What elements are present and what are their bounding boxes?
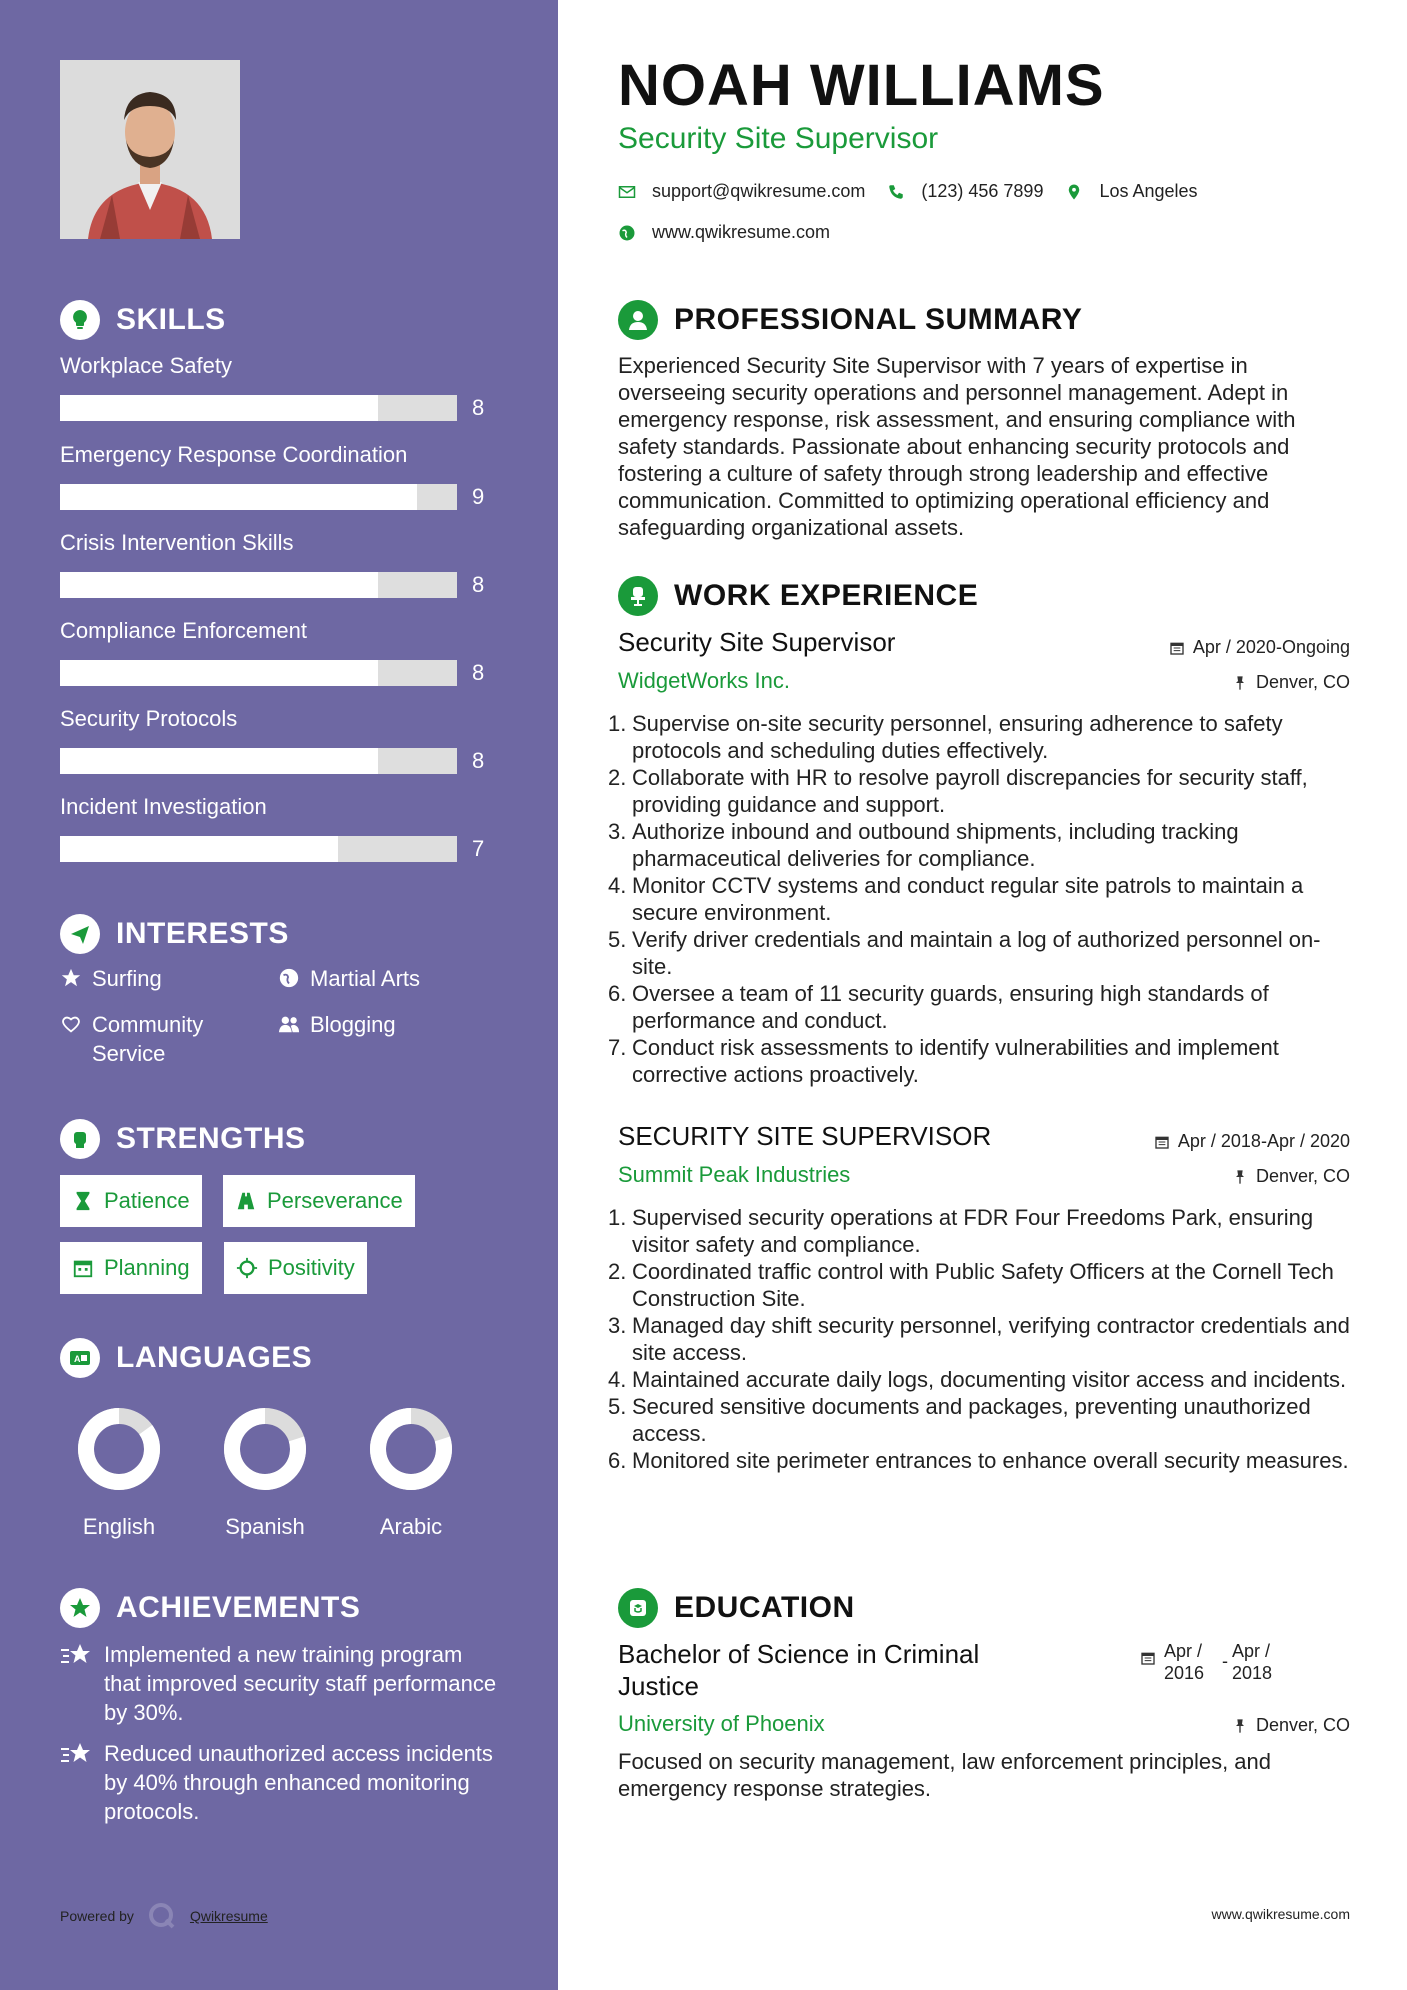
skill-level: 7: [472, 836, 485, 861]
degree-title: Bachelor of Science in Criminal Justice: [618, 1639, 980, 1701]
interest-label: Community Service: [92, 1012, 204, 1066]
duty-item: 5. Secured sensitive documents and packages, preventing unauthorized access.: [608, 1394, 1311, 1446]
lightbulb-icon: [60, 300, 100, 340]
pushpin-icon: [1232, 1718, 1248, 1734]
language-gauge: [76, 1406, 162, 1492]
contact-location: Los Angeles: [1065, 181, 1197, 202]
strength-label: Patience: [104, 1188, 190, 1213]
skill-name: Crisis Intervention Skills: [60, 530, 294, 555]
duty-item: 4. Maintained accurate daily logs, documenting visitor access and incidents.: [608, 1367, 1347, 1392]
education-description: Focused on security management, law enforcement principles, and emergency response strategies.: [618, 1749, 1272, 1801]
skill-bar: [60, 836, 457, 862]
translate-icon: [60, 1338, 100, 1378]
pushpin-icon: [1232, 675, 1248, 691]
achievements-title: ACHIEVEMENTS: [60, 1588, 360, 1628]
language-name: Spanish: [225, 1514, 305, 1539]
skill-bar: [60, 395, 457, 421]
skill-bar-fill: [60, 484, 417, 510]
strength-label: Positivity: [268, 1255, 355, 1280]
skill-bar: [60, 484, 457, 510]
skill-name: Security Protocols: [60, 706, 238, 731]
skill-name: Incident Investigation: [60, 794, 267, 819]
interest-item: [278, 964, 420, 993]
achievement-item: [60, 1739, 500, 1826]
strength-badge: [223, 1175, 415, 1227]
job-date: Apr / 2018-Apr / 2020: [1154, 1131, 1350, 1152]
star-burst-icon: [60, 1741, 92, 1769]
phone-icon: [887, 183, 905, 201]
contact-phone[interactable]: (123) 456 7899: [887, 181, 1043, 202]
job-duties: [608, 710, 1358, 1088]
skill-item: [60, 528, 500, 598]
duty-item: 4. Monitor CCTV systems and conduct regular site patrols to maintain a secure environment.: [608, 873, 1304, 925]
sun-icon: [236, 1257, 258, 1279]
achievement-text: Implemented a new training program that improved security staff performance by 30%.: [104, 1642, 497, 1725]
job-title: SECURITY SITE SUPERVISOR: [618, 1121, 992, 1151]
calendar-icon: [1154, 1134, 1170, 1150]
award-star-icon: [60, 1588, 100, 1628]
contact-website[interactable]: www.qwikresume.com: [618, 222, 830, 243]
skill-level: 9: [472, 484, 485, 509]
skill-bar: [60, 572, 457, 598]
duty-item: 5. Verify driver credentials and maintain a log of authorized personnel on-site.: [608, 927, 1321, 979]
skill-bar-fill: [60, 572, 378, 598]
interests-title: INTERESTS: [60, 914, 289, 954]
fist-icon: [60, 1119, 100, 1159]
contact-row: [618, 222, 852, 243]
powered-by: [60, 1902, 268, 1930]
strength-badge: [224, 1242, 367, 1294]
language-name: English: [82, 1514, 156, 1539]
skill-bar-fill: [60, 395, 378, 421]
education-location: Denver, CO: [1232, 1715, 1350, 1736]
heart-outline-icon: [60, 1013, 82, 1035]
skill-item: [60, 616, 500, 686]
skill-bar: [60, 660, 457, 686]
company-name: Summit Peak Industries: [618, 1162, 851, 1187]
interest-label: Martial Arts: [310, 966, 421, 991]
education-date-end: Apr / 2018: [1232, 1641, 1273, 1683]
user-icon: [618, 300, 658, 340]
education-date: [1140, 1640, 1282, 1684]
strength-label: Perseverance: [267, 1188, 403, 1213]
road-icon: [235, 1190, 257, 1212]
skill-level: 8: [472, 572, 485, 597]
summary-title: PROFESSIONAL SUMMARY: [618, 300, 1082, 340]
strength-label: Planning: [104, 1255, 190, 1280]
duty-item: 7. Conduct risk assessments to identify vulnerabilities and implement corrective actions proactively.: [608, 1035, 1279, 1087]
map-pin-icon: [1065, 183, 1083, 201]
skill-level: 8: [472, 395, 485, 420]
skill-item: [60, 440, 500, 510]
paper-plane-icon: [60, 914, 100, 954]
duty-item: 3. Authorize inbound and outbound shipments, including tracking pharmaceutical deliveries for compliance.: [608, 819, 1239, 871]
profile-photo: [60, 60, 240, 239]
duty-item: 6. Oversee a team of 11 security guards, ensuring high standards of performance and conduct.: [608, 981, 1269, 1033]
skill-name: Emergency Response Coordination: [60, 442, 408, 467]
interest-item: [60, 1010, 230, 1068]
skill-bar-fill: [60, 660, 378, 686]
pushpin-icon: [1232, 1169, 1248, 1185]
language-gauge: [222, 1406, 308, 1492]
interest-label: Surfing: [92, 966, 162, 991]
skill-bar-fill: [60, 748, 378, 774]
candidate-name: NOAH WILLIAMS: [618, 53, 1105, 118]
interest-item: [278, 1010, 396, 1039]
job-location: Denver, CO: [1232, 672, 1350, 693]
users-icon: [278, 1013, 300, 1035]
briefcase-chair-icon: [618, 576, 658, 616]
job-duties: [608, 1204, 1358, 1474]
achievement-item: [60, 1640, 500, 1727]
skill-level: 8: [472, 660, 485, 685]
language-name: Arabic: [379, 1514, 443, 1539]
skills-title: SKILLS: [60, 300, 226, 340]
skill-bar-fill: [60, 836, 338, 862]
skill-item: [60, 792, 500, 862]
skill-name: Workplace Safety: [60, 353, 233, 378]
footer-url[interactable]: www.qwikresume.com: [1211, 1906, 1350, 1922]
language-gauge: [368, 1406, 454, 1492]
school-name: University of Phoenix: [618, 1711, 825, 1736]
job-date: Apr / 2020-Ongoing: [1169, 637, 1350, 658]
globe-icon: [618, 224, 636, 242]
experience-title: WORK EXPERIENCE: [618, 576, 978, 616]
company-name: WidgetWorks Inc.: [618, 668, 790, 693]
star-icon: [60, 967, 82, 989]
language-item: [64, 1406, 174, 1540]
skill-name: Compliance Enforcement: [60, 618, 308, 643]
strength-badge: [60, 1242, 202, 1294]
skill-bar: [60, 748, 457, 774]
duty-item: 1. Supervise on-site security personnel, ensuring adherence to safety protocols and scheduling duties effectively.: [608, 711, 1283, 763]
skill-item: [60, 351, 500, 421]
duty-item: 6. Monitored site perimeter entrances to enhance overall security measures.: [608, 1448, 1349, 1473]
interest-item: [60, 964, 162, 993]
interest-label: Blogging: [310, 1012, 396, 1037]
strengths-title: STRENGTHS: [60, 1119, 306, 1159]
globe-icon: [278, 967, 300, 989]
graduation-icon: [618, 1588, 658, 1628]
duty-item: 3. Managed day shift security personnel, verifying contractor credentials and site access.: [608, 1313, 1350, 1365]
education-title: EDUCATION: [618, 1588, 855, 1628]
contact-row: [618, 181, 1220, 202]
skill-item: [60, 704, 500, 774]
education-date-start: Apr / 2016: [1164, 1641, 1205, 1683]
strength-badge: [60, 1175, 202, 1227]
sidebar: [0, 0, 558, 1990]
qwikresume-logo-icon: [148, 1902, 176, 1930]
duty-item: 1. Supervised security operations at FDR Four Freedoms Park, ensuring visitor safety and compliance.: [608, 1205, 1314, 1257]
svg-text:A: A: [74, 1354, 81, 1364]
calendar-icon: [1140, 1650, 1156, 1666]
qwikresume-link[interactable]: Qwikresume: [189, 1908, 268, 1924]
star-burst-icon: [60, 1642, 92, 1670]
envelope-icon: [618, 183, 636, 201]
language-item: [356, 1406, 466, 1540]
language-item: [210, 1406, 320, 1540]
hourglass-icon: [72, 1190, 94, 1212]
skill-level: 8: [472, 748, 485, 773]
contact-email[interactable]: support@qwikresume.com: [618, 181, 865, 202]
achievement-text: Reduced unauthorized access incidents by 40% through enhanced monitoring protocols.: [104, 1741, 493, 1824]
candidate-role: Security Site Supervisor: [618, 122, 939, 155]
job-location: Denver, CO: [1232, 1166, 1350, 1187]
education-date-separator: -: [1222, 1651, 1228, 1671]
duty-item: 2. Coordinated traffic control with Public Safety Officers at the Cornell Tech Construction Site.: [608, 1259, 1334, 1311]
job-title: Security Site Supervisor: [618, 627, 896, 657]
main-content: [558, 0, 1407, 1990]
duty-item: 2. Collaborate with HR to resolve payroll discrepancies for security staff, providing guidance and support.: [608, 765, 1308, 817]
summary-text: Experienced Security Site Supervisor with 7 years of expertise in overseeing security operations and personnel management. Adept in emergency response, risk assessment, and ensuring compliance with safety standards. Passionate about enhancing security protocols and fostering a culture of safety through strong leadership and effective communication. Committed to optimizing operational efficiency and safeguarding organizational assets.: [618, 353, 1296, 540]
powered-by-label: Powered by: [60, 1908, 134, 1924]
calendar-icon: [72, 1257, 94, 1279]
languages-title: A LANGUAGES: [60, 1338, 312, 1378]
calendar-icon: [1169, 640, 1185, 656]
